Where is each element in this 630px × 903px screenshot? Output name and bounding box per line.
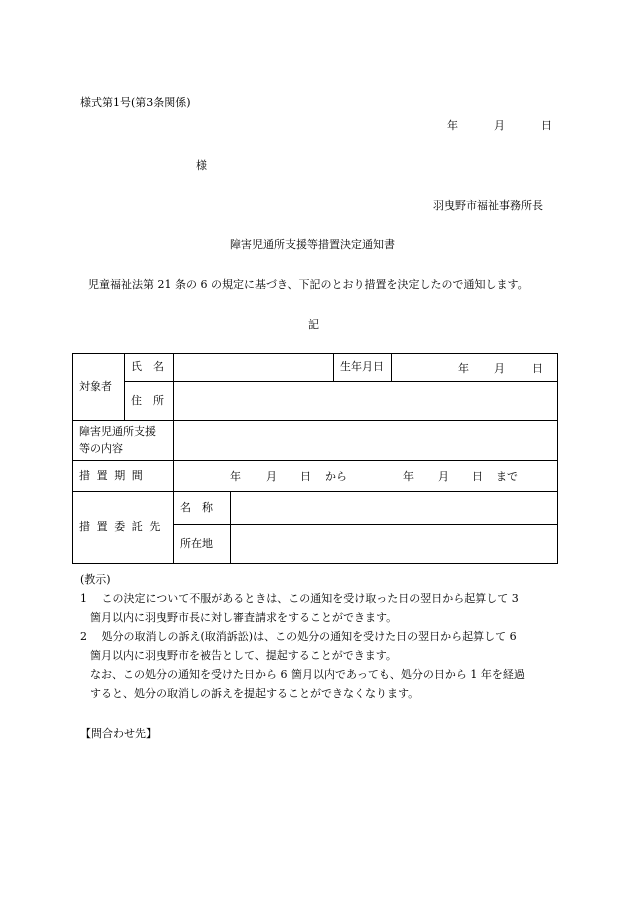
notes-heading: (教示) <box>80 573 111 586</box>
birth-month: 月 <box>494 361 505 375</box>
note-1-line-2: 箇月以内に羽曳野市長に対し審査請求をすることができます。 <box>90 611 398 624</box>
period-to: まで <box>496 469 518 483</box>
period-value <box>174 461 558 492</box>
document-title: 障害児通所支援等措置決定通知書 <box>230 238 395 251</box>
content-label-line1: 障害児通所支援 <box>79 425 156 438</box>
note-2-line-4: すると、処分の取消しの訴えを提起することができなくなります。 <box>90 687 420 700</box>
period-label: 措置期間 <box>73 461 174 492</box>
consignee-label: 措置委託先 <box>73 492 174 564</box>
birth-year: 年 <box>458 361 469 375</box>
address-label: 住 所 <box>125 382 174 421</box>
date-year: 年 <box>447 119 458 132</box>
period-year-end: 年 <box>403 469 414 483</box>
ki-label: 記 <box>308 318 319 331</box>
content-value <box>174 421 558 461</box>
issuer: 羽曳野市福祉事務所長 <box>433 199 543 212</box>
birth-day: 日 <box>532 361 543 375</box>
form-number: 様式第1号(第3条関係) <box>80 96 191 109</box>
period-day-end: 日 <box>472 469 483 483</box>
content-label-line2: 等の内容 <box>79 441 123 455</box>
name-value <box>174 354 334 382</box>
date-day: 日 <box>541 119 552 132</box>
decision-table <box>72 353 558 564</box>
contact-heading: 【問合わせ先】 <box>80 727 157 740</box>
birth-label: 生年月日 <box>334 354 392 382</box>
note-2-line-2: 箇月以内に羽曳野市を被告として、提起することができます。 <box>90 649 397 662</box>
consignee-address-value <box>231 525 558 564</box>
date-month: 月 <box>494 119 505 132</box>
note-2-line-3: なお、この処分の通知を受けた日から 6 箇月以内であっても、処分の日から 1 年を経過 <box>90 668 525 681</box>
birth-value <box>392 354 558 382</box>
address-value <box>174 382 558 421</box>
addressee-suffix: 様 <box>196 159 207 172</box>
note-1-line-1: 1 この決定について不服があるときは、この通知を受け取った日の翌日から起算して 3 <box>80 592 519 605</box>
period-month-start: 月 <box>266 469 277 483</box>
period-year-start: 年 <box>230 469 241 483</box>
period-day-start: 日 <box>300 469 311 483</box>
note-2-line-1: 2 処分の取消しの訴え(取消訴訟)は、この処分の通知を受けた日の翌日から起算して 6 <box>80 630 517 643</box>
consignee-name-value <box>231 492 558 525</box>
intro-text: 児童福祉法第 21 条の 6 の規定に基づき、下記のとおり措置を決定したので通知します。 <box>88 278 529 291</box>
subject-label: 対象者 <box>73 354 125 421</box>
consignee-name-label: 名 称 <box>174 492 231 525</box>
period-month-end: 月 <box>438 469 449 483</box>
content-label <box>73 421 174 461</box>
period-from: から <box>325 469 347 483</box>
consignee-address-label: 所在地 <box>174 525 231 564</box>
name-label: 氏 名 <box>125 354 174 382</box>
notes-section <box>80 570 558 703</box>
